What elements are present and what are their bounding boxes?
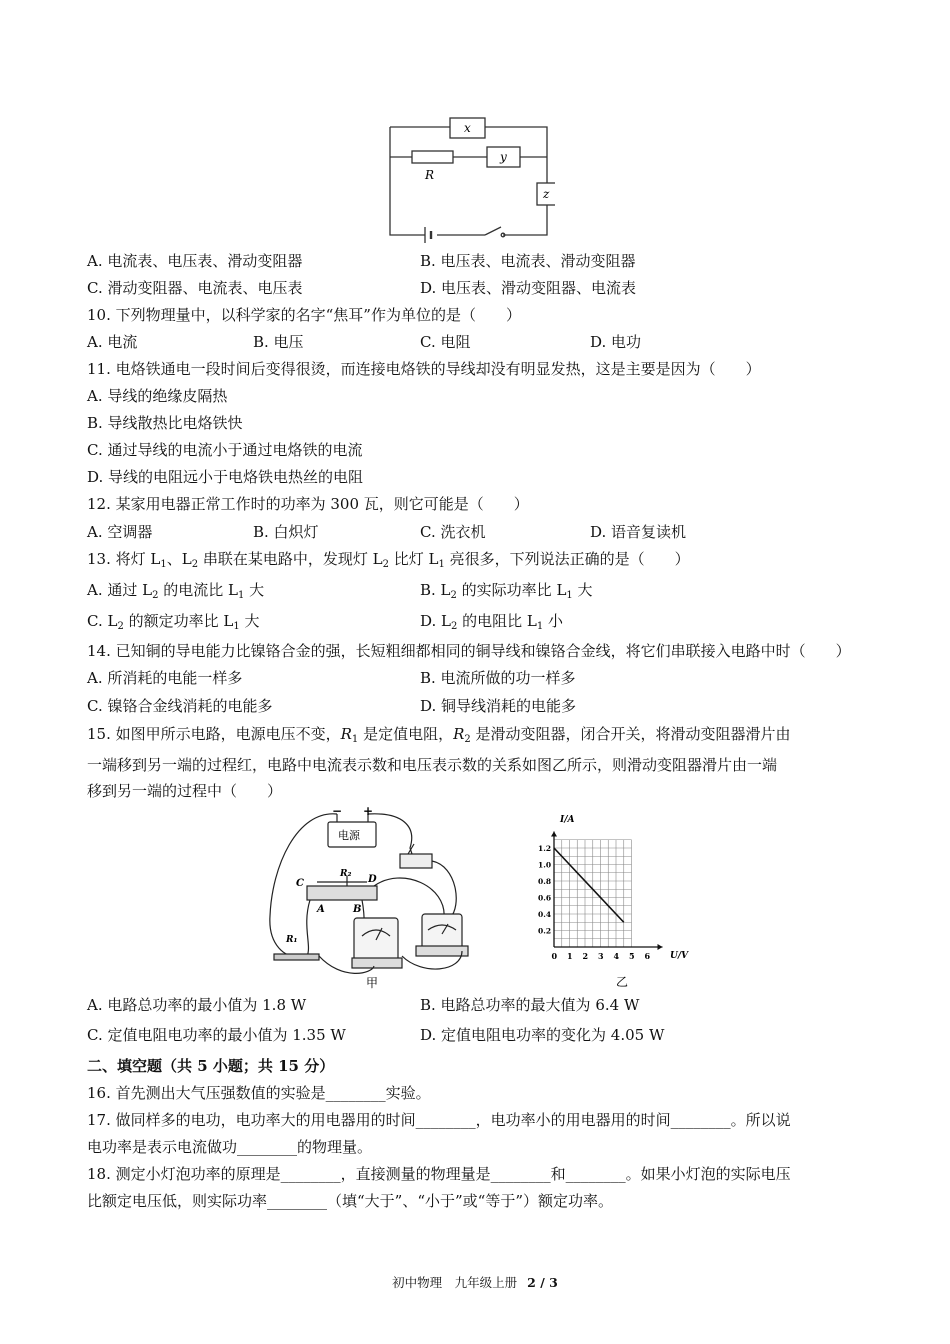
q12-option-a: A. 空调器 <box>87 523 153 541</box>
q10-option-c: C. 电阻 <box>420 333 471 351</box>
chart-ticks <box>538 844 651 961</box>
q15-stem-line1: 15. 如图甲所示电路，电源电压不变，$R_1$ 是定值电阻，$R_2$ 是滑动变阻器，闭合开关，将滑动变阻器滑片由 <box>87 725 791 745</box>
y-tick-label: 1.2 <box>538 844 552 853</box>
jia-label-power: 电源 <box>338 829 360 842</box>
q15-stem-line3: 移到另一端的过程中（ ） <box>87 782 283 800</box>
q14-option-a: A. 所消耗的电能一样多 <box>87 669 243 687</box>
q14-option-c: C. 镍铬合金线消耗的电能多 <box>87 697 273 715</box>
jia-label-plus: + <box>363 806 374 818</box>
y-tick-label: 0.4 <box>538 910 552 919</box>
y-tick-label: 0.8 <box>538 877 552 886</box>
chart-grid <box>554 840 632 947</box>
y-tick-label: 0.2 <box>538 926 552 936</box>
y-tick-label: 0.6 <box>538 893 552 903</box>
page-footer <box>0 1273 950 1291</box>
footer-page-number: 2 / 3 <box>527 1275 558 1290</box>
jia-label-b: B <box>353 904 362 915</box>
chart-axes <box>551 832 663 951</box>
q9-option-b: B. 电压表、电流表、滑动变阻器 <box>420 252 636 270</box>
q13-option-b: B. $L_2$ 的实际功率比 $L_1$ 大 <box>420 581 593 601</box>
jia-label-c: C <box>296 878 304 889</box>
q18-line2: 比额定电压低，则实际功率________（填“大于”、“小于”或“等于”）额定功率。 <box>87 1192 614 1210</box>
q11-option-c: C. 通过导线的电流小于通过电烙铁的电流 <box>87 441 363 459</box>
x-tick-label: 1 <box>567 951 573 961</box>
x-tick-label: 5 <box>629 951 635 961</box>
q10-option-b: B. 电压 <box>253 333 304 351</box>
section2-heading: 二、填空题（共 5 小题；共 15 分） <box>87 1057 335 1075</box>
q17-line1: 17. 做同样多的电功，电功率大的用电器用的时间________，电功率小的用电器用的时间________。所以说 <box>87 1111 791 1129</box>
chart-series <box>554 848 624 922</box>
jia-label-minus: − <box>332 806 343 818</box>
q12-stem: 12. 某家用电器正常工作时的功率为 300 瓦，则它可能是（ ） <box>87 495 529 513</box>
q15-figure-jia <box>262 806 494 994</box>
q13-option-c: C. $L_2$ 的额定功率比 $L_1$ 大 <box>87 612 260 632</box>
q10-stem: 10. 下列物理量中，以科学家的名字“焦耳”作为单位的是（ ） <box>87 306 521 324</box>
jia-label-r1: R₁ <box>286 935 298 945</box>
jia-label-d: D <box>368 874 377 885</box>
q12-option-d: D. 语音复读机 <box>590 523 687 541</box>
x-tick-label: 0 <box>551 951 558 961</box>
chart-xlabel: U/V <box>670 951 689 961</box>
series-line <box>554 848 624 922</box>
q11-option-d: D. 导线的电阻远小于电烙铁电热丝的电阻 <box>87 468 364 486</box>
q15-option-a: A. 电路总功率的最小值为 1.8 W <box>87 996 307 1014</box>
q13-option-d: D. $L_2$ 的电阻比 $L_1$ 小 <box>420 612 564 632</box>
q9-label-x: x <box>464 121 471 135</box>
q15-option-b: B. 电路总功率的最大值为 6.4 W <box>420 996 640 1014</box>
q14-option-d: D. 铜导线消耗的电能多 <box>420 697 577 715</box>
y-axis-arrow <box>551 832 557 837</box>
q9-label-y: y <box>500 150 507 164</box>
q15-option-d: D. 定值电阻电功率的变化为 4.05 W <box>420 1026 665 1044</box>
q13-option-a: A. 通过 $L_2$ 的电流比 $L_1$ 大 <box>87 581 265 601</box>
q10-option-a: A. 电流 <box>87 333 138 351</box>
q16-text: 16. 首先测出大气压强数值的实验是________实验。 <box>87 1084 431 1102</box>
q15-stem-line2: 一端移到另一端的过程红，电路中电流表示数和电压表示数的关系如图乙所示，则滑动变阻器滑片由一端 <box>87 756 778 774</box>
x-tick-label: 6 <box>644 951 651 961</box>
q15-figure-yi-chart <box>522 806 702 994</box>
q9-circuit-diagram <box>385 115 555 245</box>
x-tick-label: 2 <box>582 951 589 961</box>
y-tick-label: 1.0 <box>538 860 552 870</box>
q9-option-d: D. 电压表、滑动变阻器、电流表 <box>420 279 637 297</box>
yi-caption: 乙 <box>616 975 629 989</box>
q17-line2: 电功率是表示电流做功________的物理量。 <box>87 1138 373 1156</box>
q9-label-r: R <box>425 168 435 182</box>
q10-option-d: D. 电功 <box>590 333 642 351</box>
q9-label-z: z <box>543 187 550 201</box>
jia-label-a: A <box>317 904 325 915</box>
q14-option-b: B. 电流所做的功一样多 <box>420 669 576 687</box>
q11-option-a: A. 导线的绝缘皮隔热 <box>87 387 228 405</box>
x-tick-label: 4 <box>613 951 620 961</box>
q13-stem: 13. 将灯 $L_1$、$L_2$ 串联在某电路中，发现灯 $L_2$ 比灯 $L_1$ 亮很多，下列说法正确的是（ ） <box>87 550 690 570</box>
footer-subject: 初中物理 九年级上册 <box>392 1275 518 1290</box>
jia-caption: 甲 <box>366 976 379 990</box>
q15-option-c: C. 定值电阻电功率的最小值为 1.35 W <box>87 1026 346 1044</box>
x-tick-label: 3 <box>598 951 604 961</box>
q9-option-a: A. 电流表、电压表、滑动变阻器 <box>87 252 303 270</box>
q11-stem: 11. 电烙铁通电一段时间后变得很烫，而连接电烙铁的导线却没有明显发热，这是主要是因为（ ） <box>87 360 761 378</box>
chart-ylabel: I/A <box>560 815 575 825</box>
q18-line1: 18. 测定小灯泡功率的原理是________，直接测量的物理量是________和________。如果小灯泡的实际电压 <box>87 1165 791 1183</box>
x-axis-arrow <box>658 944 663 950</box>
q14-stem: 14. 已知铜的导电能力比镍铬合金的强，长短粗细都相同的铜导线和镍铬合金线，将它们串联接入电路中时（ ） <box>87 642 851 660</box>
q9-option-c: C. 滑动变阻器、电流表、电压表 <box>87 279 303 297</box>
jia-label-r2: R₂ <box>340 869 352 879</box>
q12-option-b: B. 白炽灯 <box>253 523 319 541</box>
q12-option-c: C. 洗衣机 <box>420 523 486 541</box>
q11-option-b: B. 导线散热比电烙铁快 <box>87 414 243 432</box>
